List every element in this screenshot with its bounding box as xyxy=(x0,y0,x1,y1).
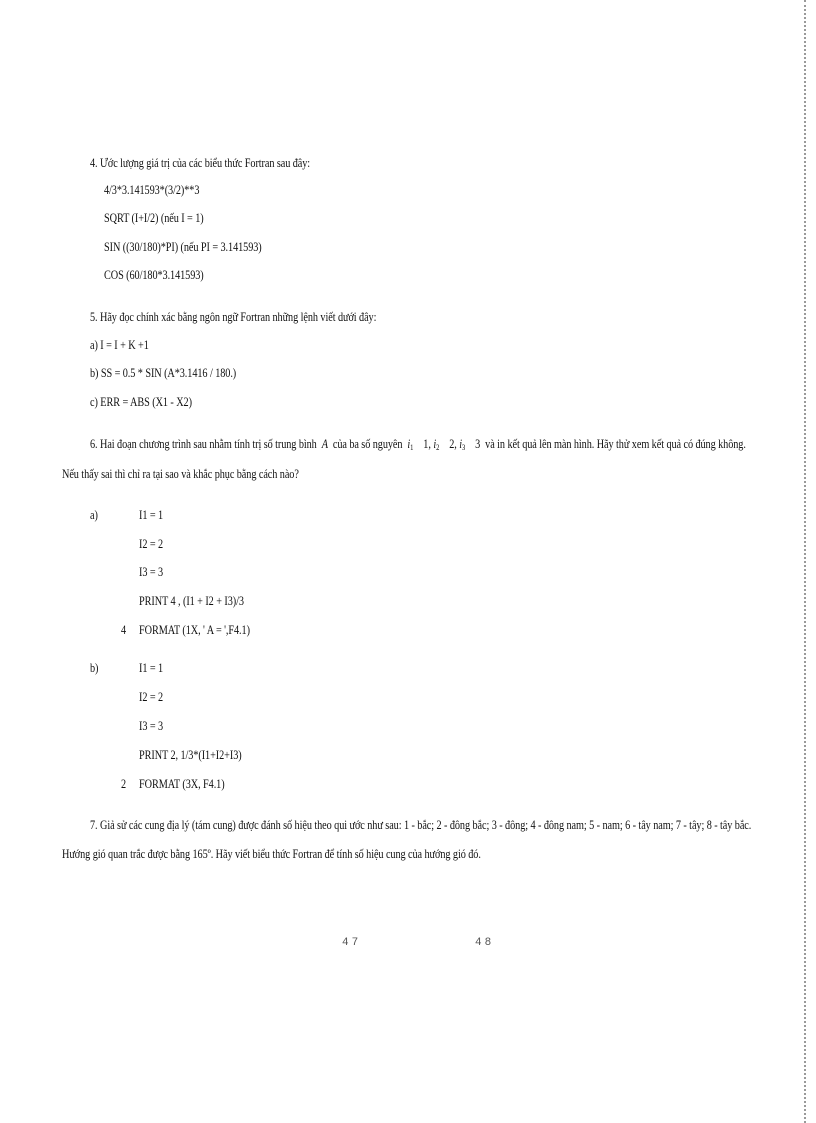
code-line: I3 = 3 xyxy=(139,565,164,579)
q6-line-2: Nếu thấy sai thì chỉ ra tại sao và khắc phục bằng cách nào? xyxy=(62,467,299,481)
var-i1-value: 1, xyxy=(423,437,431,451)
q6-a-label: a) xyxy=(90,508,98,522)
q4-heading: 4. Ước lượng giá trị của các biểu thức Fortran sau đây: xyxy=(90,156,311,170)
q7-line-1: 7. Giả sử các cung địa lý (tám cung) được đánh số hiệu theo qui ước như sau: 1 - bắc; 2 - đông bắc; 3 - đông; 4 - đông nam; 5 - nam; 6 - tây nam; 7 - tây; 8 - tây bắc. xyxy=(90,818,752,832)
code-line: I2 = 2 xyxy=(139,690,164,704)
code-line: I2 = 2 xyxy=(139,537,164,551)
var-i2: i xyxy=(433,437,437,451)
q4-line: COS (60/180*3.141593) xyxy=(104,268,204,282)
code-line: PRINT 2, 1/3*(I1+I2+I3) xyxy=(139,748,242,762)
q6-text: 6. Hai đoạn chương trình sau nhằm tính trị số trung bình xyxy=(90,437,317,451)
code-line: FORMAT (3X, F4.1) xyxy=(139,777,225,791)
page-number-left: 47 xyxy=(342,937,362,949)
page-edge-line xyxy=(804,0,806,1123)
var-i2-sub: 2 xyxy=(436,443,440,452)
var-i1: i xyxy=(407,437,411,451)
q6-line-1 xyxy=(90,437,746,452)
q5-line: b) SS = 0.5 * SIN (A*3.1416 / 180.) xyxy=(90,366,237,380)
page-number-right: 48 xyxy=(475,937,495,949)
q6-b-label: b) xyxy=(90,661,99,675)
var-i3: i xyxy=(459,437,463,451)
q4-line: SIN ((30/180)*PI) (nếu PI = 3.141593) xyxy=(104,240,262,254)
q5-heading: 5. Hãy đọc chính xác bằng ngôn ngữ Fortran những lệnh viết dưới đây: xyxy=(90,310,377,324)
code-line: I1 = 1 xyxy=(139,661,164,675)
q5-line: c) ERR = ABS (X1 - X2) xyxy=(90,395,192,409)
code-line: I1 = 1 xyxy=(139,508,164,522)
var-i3-value: 3 xyxy=(475,437,481,451)
format-label: 4 xyxy=(121,623,127,637)
var-a: A xyxy=(321,437,328,451)
code-line: PRINT 4 , (I1 + I2 + I3)/3 xyxy=(139,594,244,608)
code-line: I3 = 3 xyxy=(139,719,164,733)
q7-line-2: Hướng gió quan trắc được bằng 165º. Hãy viết biểu thức Fortran để tính số hiệu cung của hướng gió đó. xyxy=(62,847,481,861)
q4-line: SQRT (I+I/2) (nếu I = 1) xyxy=(104,211,204,225)
q6-text: và in kết quả lên màn hình. Hãy thử xem kết quả có đúng không. xyxy=(485,437,746,451)
q4-line: 4/3*3.141593*(3/2)**3 xyxy=(104,183,200,197)
var-i1-sub: 1 xyxy=(410,443,414,452)
format-label: 2 xyxy=(121,777,127,791)
code-line: FORMAT (1X, ' A = ',F4.1) xyxy=(139,623,250,637)
var-i2-value: 2, xyxy=(449,437,457,451)
q6-text: của ba số nguyên xyxy=(332,437,403,451)
var-i3-sub: 3 xyxy=(462,443,466,452)
q5-line: a) I = I + K +1 xyxy=(90,338,149,352)
